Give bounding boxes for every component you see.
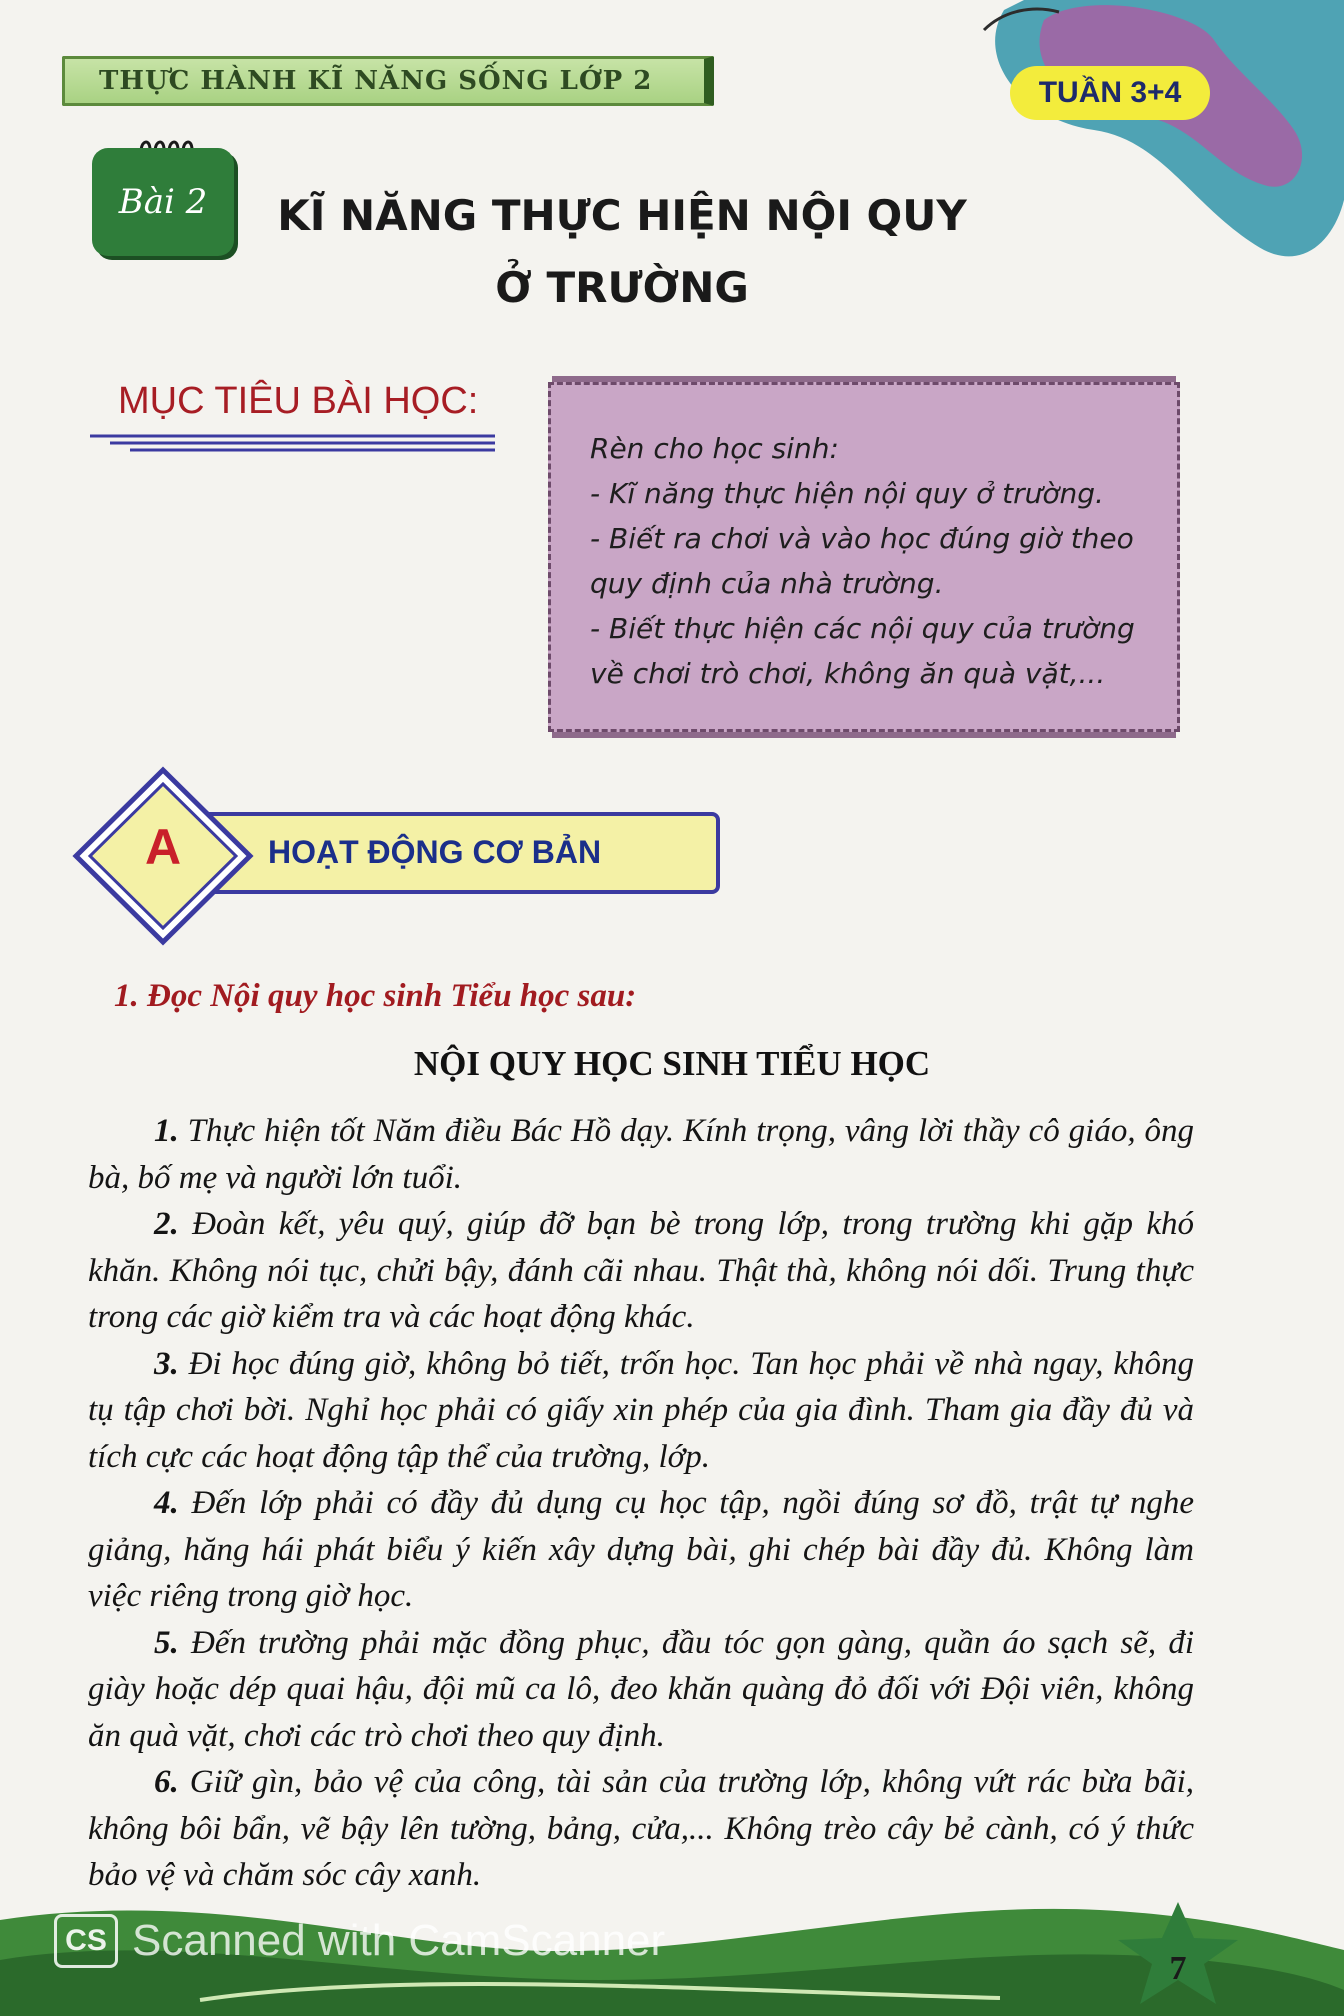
objective-line: về chơi trò chơi, không ăn quà vặt,... xyxy=(590,657,1106,690)
scanner-watermark xyxy=(54,1914,665,1968)
week-badge-label: TUẦN 3+4 xyxy=(1038,76,1182,109)
rule-item: 6. Giữ gìn, bảo vệ của công, tài sản của trường lớp, không vứt rác bừa bãi, không bôi bẩn, vẽ bậy lên tường, bảng, cửa,... Không trèo cây bẻ cành, có ý thức bảo vệ và chăm sóc cây xanh. xyxy=(88,1764,1194,1893)
section-letter: A xyxy=(144,819,182,875)
rule-item: 5. Đến trường phải mặc đồng phục, đầu tóc gọn gàng, quần áo sạch sẽ, đi giày hoặc dép quai hậu, đội mũ ca lô, đeo khăn quàng đỏ đối với Đội viên, không ăn quà vặt, chơi các trò chơi theo quy định. xyxy=(88,1624,1194,1754)
page-number: 7 xyxy=(1169,1950,1187,1987)
series-title: THỰC HÀNH KĨ NĂNG SỐNG LỚP 2 xyxy=(99,66,653,96)
rules-title: NỘI QUY HỌC SINH TIỂU HỌC xyxy=(413,1044,931,1083)
activity-heading: 1. Đọc Nội quy học sinh Tiểu học sau: xyxy=(114,978,637,1014)
objective-line: - Biết ra chơi và vào học đúng giờ theo xyxy=(590,522,1134,555)
lesson-title xyxy=(252,180,992,324)
series-banner xyxy=(62,56,714,106)
objective-line: Rèn cho học sinh: xyxy=(590,432,839,465)
lesson-title-line2: Ở TRƯỜNG xyxy=(495,263,749,312)
objective-line: - Biết thực hiện các nội quy của trường xyxy=(590,612,1135,645)
rule-item: 3. Đi học đúng giờ, không bỏ tiết, trốn học. Tan học phải về nhà ngay, không tụ tập chơi bời. Nghỉ học phải có giấy xin phép của gia đình. Tham gia đầy đủ và tích cực các hoạt động tập thể của trường, lớp. xyxy=(88,1345,1194,1475)
week-badge xyxy=(1010,66,1210,120)
heading-underline xyxy=(90,432,500,452)
rules-list xyxy=(88,1108,1194,1899)
rule-item: 4. Đến lớp phải có đầy đủ dụng cụ học tập, ngồi đúng sơ đồ, trật tự nghe giảng, hăng hái phát biểu ý kiến xây dựng bài, ghi chép bài đầy đủ. Không làm việc riêng trong giờ học. xyxy=(88,1485,1194,1614)
rule-item: 2. Đoàn kết, yêu quý, giúp đỡ bạn bè trong lớp, trong trường khi gặp khó khăn. Không nói tục, chửi bậy, đánh cãi nhau. Thật thà, không nói dối. Trung thực trong các giờ kiểm tra và các hoạt động khác. xyxy=(88,1206,1194,1335)
objective-line: quy định của nhà trường. xyxy=(590,567,944,600)
objectives-list xyxy=(590,426,1170,696)
lesson-number: Bài 2 xyxy=(118,182,208,222)
rule-item: 1. Thực hiện tốt Năm điều Bác Hồ dạy. Kính trọng, vâng lời thầy cô giáo, ông bà, bố mẹ và người lớn tuổi. xyxy=(88,1113,1194,1196)
lesson-badge xyxy=(92,148,234,256)
section-title: HOẠT ĐỘNG CƠ BẢN xyxy=(268,834,602,870)
watermark-text: Scanned with CamScanner xyxy=(132,1916,666,1965)
objective-line: - Kĩ năng thực hiện nội quy ở trường. xyxy=(590,477,1104,510)
lesson-title-line1: KĨ NĂNG THỰC HIỆN NỘI QUY xyxy=(277,191,967,240)
camscanner-logo-icon: CS xyxy=(54,1914,118,1968)
decorative-blob xyxy=(964,0,1344,270)
objectives-heading: MỤC TIÊU BÀI HỌC: xyxy=(118,380,479,422)
